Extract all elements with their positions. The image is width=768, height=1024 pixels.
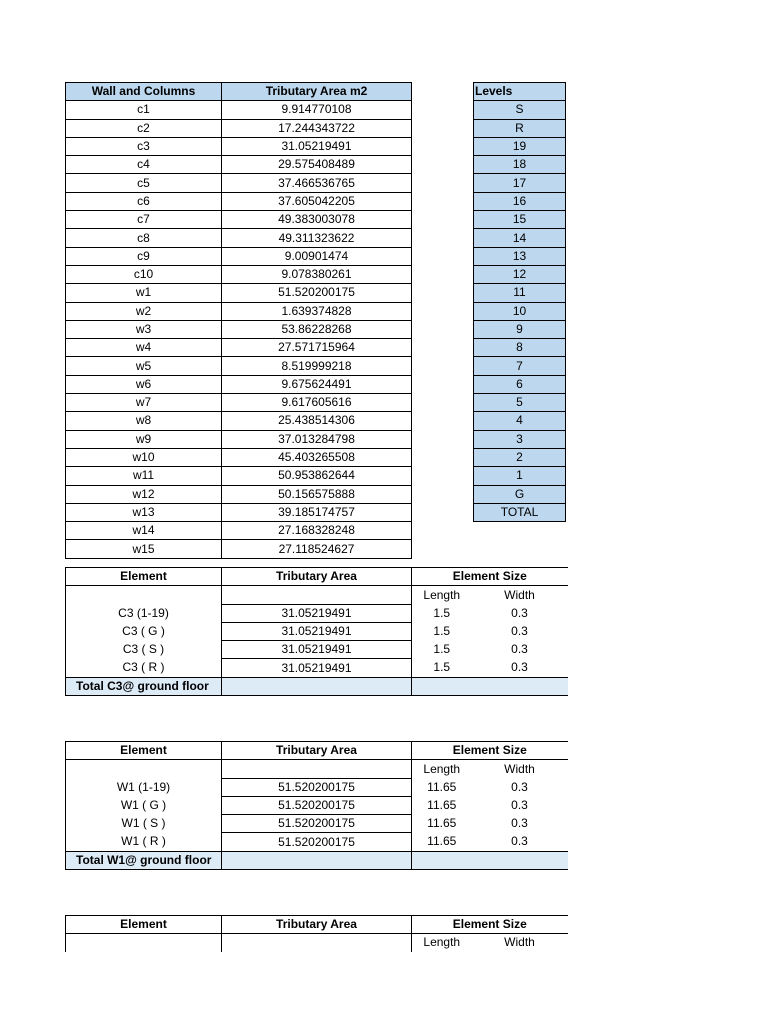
sub-header-length[interactable]: Length (423, 587, 461, 602)
total-size-cell[interactable] (412, 677, 568, 695)
level-cell[interactable]: 3 (474, 430, 566, 448)
element-id[interactable]: c2 (66, 119, 222, 137)
empty-cell[interactable] (66, 934, 222, 952)
element-id[interactable]: c9 (66, 247, 222, 265)
tributary-area-value[interactable]: 27.571715964 (222, 339, 412, 357)
table-row (66, 503, 412, 521)
level-cell[interactable]: 16 (474, 192, 566, 210)
table-header-row (66, 83, 412, 101)
table-row (66, 833, 568, 851)
element-name[interactable]: W1 (1-19) (66, 778, 222, 796)
level-cell[interactable]: 4 (474, 412, 566, 430)
table-row (66, 137, 412, 155)
element-id[interactable]: w2 (66, 302, 222, 320)
levels-row (474, 503, 566, 521)
element-id[interactable]: c8 (66, 229, 222, 247)
header-tributary-area[interactable]: Tributary Area (222, 568, 412, 586)
empty-cell[interactable] (222, 934, 412, 952)
element-name[interactable]: C3 ( R ) (66, 659, 222, 677)
total-label[interactable]: Total W1@ ground floor (66, 851, 222, 869)
table-row (66, 778, 568, 796)
length-value[interactable]: 1.5 (433, 642, 451, 657)
levels-header[interactable]: Levels (474, 83, 566, 101)
tributary-area-value[interactable]: 9.675624491 (222, 375, 412, 393)
tributary-area-value[interactable]: 53.86228268 (222, 320, 412, 338)
header-element-size[interactable]: Element Size (412, 916, 568, 934)
table-row (66, 211, 412, 229)
total-tributary-cell[interactable] (222, 677, 412, 695)
element-id[interactable]: w1 (66, 284, 222, 302)
level-cell[interactable]: 7 (474, 357, 566, 375)
header-tributary-area[interactable]: Tributary Area (222, 742, 412, 760)
element-id[interactable]: w7 (66, 394, 222, 412)
element-table-header-row (66, 568, 568, 586)
table-row (66, 284, 412, 302)
header-tributary-area[interactable]: Tributary Area (222, 916, 412, 934)
levels-row (474, 339, 566, 357)
width-value[interactable]: 0.3 (511, 834, 528, 849)
table-row (66, 119, 412, 137)
element-id[interactable]: w3 (66, 320, 222, 338)
element-id[interactable]: w13 (66, 503, 222, 521)
element-id[interactable]: w12 (66, 485, 222, 503)
table-row (66, 522, 412, 540)
tributary-area-value[interactable]: 17.244343722 (222, 119, 412, 137)
empty-cell[interactable] (66, 586, 222, 604)
table-row (66, 229, 412, 247)
level-cell[interactable]: 6 (474, 375, 566, 393)
element-name[interactable]: W1 ( S ) (66, 815, 222, 833)
levels-row (474, 247, 566, 265)
element-id[interactable]: w11 (66, 467, 222, 485)
tributary-area-value[interactable]: 49.383003078 (222, 211, 412, 229)
header-tributary-area[interactable]: Tributary Area m2 (222, 83, 412, 101)
element-name[interactable]: C3 (1-19) (66, 604, 222, 622)
table-row (66, 815, 568, 833)
tributary-area-value[interactable]: 31.05219491 (222, 641, 412, 659)
length-value[interactable]: 1.5 (433, 660, 451, 675)
length-value[interactable]: 1.5 (433, 605, 451, 620)
width-value[interactable]: 0.3 (511, 605, 528, 620)
levels-row (474, 320, 566, 338)
levels-row (474, 284, 566, 302)
width-value[interactable]: 0.3 (511, 642, 528, 657)
element-id[interactable]: w4 (66, 339, 222, 357)
levels-header-row (474, 83, 566, 101)
levels-row (474, 265, 566, 283)
level-cell[interactable]: 17 (474, 174, 566, 192)
tributary-area-value[interactable]: 37.605042205 (222, 192, 412, 210)
tributary-area-value[interactable]: 31.05219491 (222, 604, 412, 622)
table-row (66, 174, 412, 192)
element-id[interactable]: c3 (66, 137, 222, 155)
width-value[interactable]: 0.3 (511, 779, 528, 794)
empty-cell[interactable] (222, 586, 412, 604)
tributary-area-value[interactable]: 50.953862644 (222, 467, 412, 485)
tributary-area-value[interactable]: 51.520200175 (222, 796, 412, 814)
table-row (66, 540, 412, 558)
levels-row (474, 357, 566, 375)
element-id[interactable]: w14 (66, 522, 222, 540)
element-name[interactable]: C3 ( S ) (66, 641, 222, 659)
width-value[interactable]: 0.3 (511, 816, 528, 831)
tributary-area-value[interactable]: 37.466536765 (222, 174, 412, 192)
level-cell[interactable]: 10 (474, 302, 566, 320)
length-value[interactable]: 11.65 (427, 798, 457, 813)
tributary-area-value[interactable]: 9.617605616 (222, 394, 412, 412)
element-id[interactable]: w5 (66, 357, 222, 375)
table-row (66, 302, 412, 320)
element-id[interactable]: w8 (66, 412, 222, 430)
sub-header-width[interactable]: Width (504, 761, 535, 776)
table-row (66, 796, 568, 814)
table-row (66, 265, 412, 283)
table-row (66, 622, 568, 640)
width-value[interactable]: 0.3 (511, 624, 528, 639)
levels-row (474, 192, 566, 210)
tributary-area-value[interactable]: 27.118524627 (222, 540, 412, 558)
element-table-partial (65, 915, 568, 952)
length-value[interactable]: 11.65 (427, 779, 457, 794)
sub-header-length[interactable]: Length (423, 761, 461, 776)
table-row (66, 320, 412, 338)
levels-row (474, 412, 566, 430)
header-element[interactable]: Element (66, 568, 222, 586)
element-table-header-row (66, 742, 568, 760)
total-label[interactable]: Total C3@ ground floor (66, 677, 222, 695)
table-row (66, 448, 412, 466)
element-table-header-row (66, 916, 568, 934)
element-table-w1 (65, 741, 568, 870)
levels-row (474, 211, 566, 229)
level-cell[interactable]: 13 (474, 247, 566, 265)
element-id[interactable]: c6 (66, 192, 222, 210)
level-cell[interactable]: S (474, 101, 566, 119)
table-row (66, 412, 412, 430)
width-value[interactable]: 0.3 (511, 798, 528, 813)
levels-row (474, 137, 566, 155)
levels-row (474, 394, 566, 412)
level-cell[interactable]: 1 (474, 467, 566, 485)
length-value[interactable]: 11.65 (427, 816, 457, 831)
element-name[interactable]: C3 ( G ) (66, 622, 222, 640)
element-id[interactable]: c1 (66, 101, 222, 119)
level-cell[interactable]: 2 (474, 448, 566, 466)
levels-row (474, 467, 566, 485)
tributary-area-value[interactable]: 51.520200175 (222, 778, 412, 796)
total-tributary-cell[interactable] (222, 851, 412, 869)
table-row (66, 467, 412, 485)
element-id[interactable]: w9 (66, 430, 222, 448)
empty-cell[interactable] (66, 760, 222, 778)
element-sub-header-row (66, 934, 568, 952)
levels-row (474, 174, 566, 192)
tributary-area-value[interactable]: 25.438514306 (222, 412, 412, 430)
header-element-size[interactable]: Element Size (412, 568, 568, 586)
levels-row (474, 448, 566, 466)
table-row (66, 394, 412, 412)
element-id[interactable]: c10 (66, 265, 222, 283)
element-id[interactable]: w6 (66, 375, 222, 393)
level-cell[interactable]: 19 (474, 137, 566, 155)
table-row (66, 156, 412, 174)
table-row (66, 659, 568, 677)
tributary-area-value[interactable]: 51.520200175 (222, 833, 412, 851)
table-row (66, 357, 412, 375)
level-cell[interactable]: 15 (474, 211, 566, 229)
element-id[interactable]: w15 (66, 540, 222, 558)
levels-row (474, 485, 566, 503)
level-cell[interactable]: R (474, 119, 566, 137)
element-sub-header-row (66, 586, 568, 604)
tributary-area-value[interactable]: 1.639374828 (222, 302, 412, 320)
element-name[interactable]: W1 ( G ) (66, 796, 222, 814)
sub-header-width[interactable]: Width (504, 587, 535, 602)
level-cell[interactable]: 14 (474, 229, 566, 247)
element-id[interactable]: c4 (66, 156, 222, 174)
tributary-area-value[interactable]: 51.520200175 (222, 284, 412, 302)
tributary-area-value[interactable]: 27.168328248 (222, 522, 412, 540)
tributary-area-value[interactable]: 31.05219491 (222, 137, 412, 155)
width-value[interactable]: 0.3 (511, 660, 528, 675)
element-sub-header-row (66, 760, 568, 778)
level-cell[interactable]: 8 (474, 339, 566, 357)
length-value[interactable]: 1.5 (433, 624, 451, 639)
levels-row (474, 101, 566, 119)
tributary-area-value[interactable]: 9.00901474 (222, 247, 412, 265)
table-row (66, 641, 568, 659)
tributary-area-value[interactable]: 49.311323622 (222, 229, 412, 247)
header-element[interactable]: Element (66, 742, 222, 760)
tributary-area-table (65, 82, 412, 559)
tributary-area-value[interactable]: 9.914770108 (222, 101, 412, 119)
tributary-area-value[interactable]: 31.05219491 (222, 622, 412, 640)
levels-row (474, 302, 566, 320)
level-cell[interactable]: G (474, 485, 566, 503)
levels-row (474, 229, 566, 247)
tributary-area-value[interactable]: 37.013284798 (222, 430, 412, 448)
level-cell[interactable]: 5 (474, 394, 566, 412)
table-row (66, 430, 412, 448)
levels-table (473, 82, 566, 522)
sub-header-width[interactable]: Width (504, 935, 535, 950)
total-size-cell[interactable] (412, 851, 568, 869)
table-row (66, 247, 412, 265)
levels-row (474, 119, 566, 137)
level-cell[interactable]: 11 (474, 284, 566, 302)
table-row (66, 192, 412, 210)
table-row (66, 375, 412, 393)
table-row (66, 485, 412, 503)
level-cell[interactable]: 9 (474, 320, 566, 338)
element-id[interactable]: w10 (66, 448, 222, 466)
levels-row (474, 156, 566, 174)
length-value[interactable]: 11.65 (427, 834, 457, 849)
header-element[interactable]: Element (66, 916, 222, 934)
element-table-c3 (65, 567, 568, 696)
table-row (66, 339, 412, 357)
levels-row (474, 375, 566, 393)
table-row (66, 101, 412, 119)
tributary-area-value[interactable]: 45.403265508 (222, 448, 412, 466)
element-id[interactable]: c7 (66, 211, 222, 229)
level-cell[interactable]: 12 (474, 265, 566, 283)
header-element-size[interactable]: Element Size (412, 742, 568, 760)
table-row (66, 604, 568, 622)
level-cell[interactable]: TOTAL (474, 503, 566, 521)
sub-header-length[interactable]: Length (423, 935, 461, 950)
element-id[interactable]: c5 (66, 174, 222, 192)
level-cell[interactable]: 18 (474, 156, 566, 174)
tributary-area-value[interactable]: 50.156575888 (222, 485, 412, 503)
header-wall-and-columns[interactable]: Wall and Columns (66, 83, 222, 101)
tributary-area-value[interactable]: 51.520200175 (222, 815, 412, 833)
total-row (66, 851, 568, 869)
tributary-area-value[interactable]: 9.078380261 (222, 265, 412, 283)
tributary-area-value[interactable]: 8.519999218 (222, 357, 412, 375)
levels-row (474, 430, 566, 448)
element-name[interactable]: W1 ( R ) (66, 833, 222, 851)
tributary-area-value[interactable]: 31.05219491 (222, 659, 412, 677)
total-row (66, 677, 568, 695)
tributary-area-value[interactable]: 39.185174757 (222, 503, 412, 521)
tributary-area-value[interactable]: 29.575408489 (222, 156, 412, 174)
empty-cell[interactable] (222, 760, 412, 778)
